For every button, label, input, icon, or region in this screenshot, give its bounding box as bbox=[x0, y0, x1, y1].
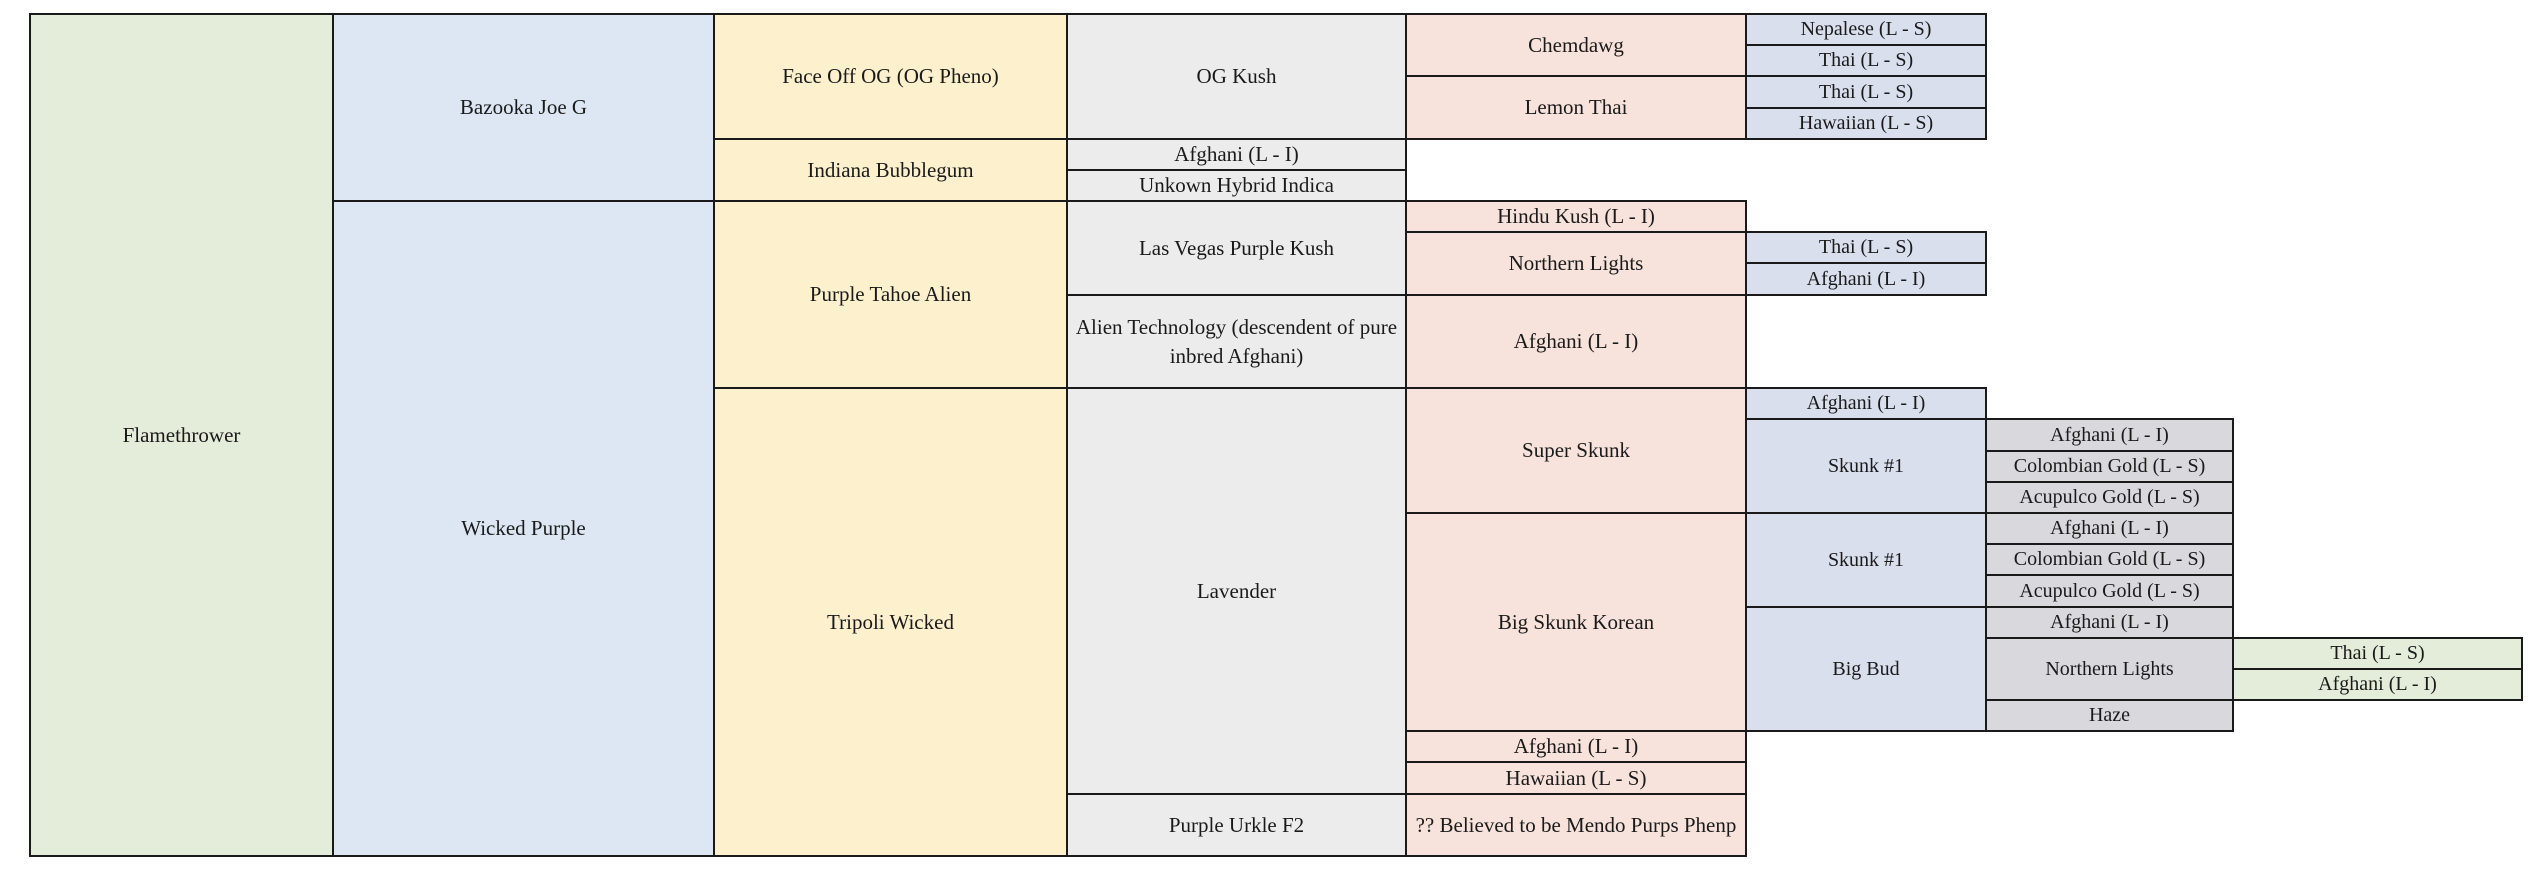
cell-label: OG Kush bbox=[1196, 64, 1277, 89]
gen4-cell bbox=[1066, 169, 1407, 202]
cell-label: Northern Lights bbox=[1508, 251, 1644, 276]
gen3-cell bbox=[713, 138, 1068, 202]
cell-label: Chemdawg bbox=[1528, 32, 1624, 57]
gen5-cell bbox=[1405, 200, 1747, 233]
cell-label: Purple Urkle F2 bbox=[1168, 812, 1305, 837]
gen5-cell bbox=[1405, 75, 1747, 140]
cell-label: Thai (L - S) bbox=[2330, 642, 2425, 664]
cell-label: Colombian Gold (L - S) bbox=[2013, 455, 2206, 477]
gen6-cell bbox=[1745, 13, 1987, 46]
gen7-cell bbox=[1985, 637, 2234, 701]
cell-label: Big Skunk Korean bbox=[1497, 609, 1655, 634]
gen6-cell bbox=[1745, 262, 1987, 296]
gen7-cell bbox=[1985, 450, 2234, 483]
gen7-cell bbox=[1985, 543, 2234, 576]
gen6-cell bbox=[1745, 512, 1987, 608]
cell-label: Alien Technology (descendent of pure inbred Afghani) bbox=[1075, 315, 1398, 368]
gen5-cell bbox=[1405, 231, 1747, 296]
gen5-cell bbox=[1405, 761, 1747, 795]
cell-label: Las Vegas Purple Kush bbox=[1138, 235, 1334, 260]
cell-label: Thai (L - S) bbox=[1818, 236, 1914, 258]
gen4-cell bbox=[1066, 13, 1407, 140]
gen4-cell bbox=[1066, 793, 1407, 857]
cell-label: Afghani (L - I) bbox=[1806, 267, 1926, 290]
cell-label: Afghani (L - I) bbox=[2050, 611, 2169, 633]
cell-label: Afghani (L - I) bbox=[1806, 392, 1926, 414]
cell-label: Afghani (L - I) bbox=[1513, 734, 1639, 759]
cell-label: Afghani (L - I) bbox=[2050, 423, 2169, 446]
cell-label: Thai (L - S) bbox=[1818, 80, 1914, 103]
gen4-cell bbox=[1066, 200, 1407, 296]
gen3-cell bbox=[713, 387, 1068, 857]
gen3-cell bbox=[713, 200, 1068, 389]
gen6-cell bbox=[1745, 231, 1987, 264]
cell-label: Acupulco Gold (L - S) bbox=[2019, 579, 2200, 602]
parent-cell bbox=[332, 200, 715, 857]
cell-label: Afghani (L - I) bbox=[2318, 673, 2437, 695]
cell-label: Lavender bbox=[1196, 578, 1277, 603]
gen7-cell bbox=[1985, 481, 2234, 514]
cell-label: Colombian Gold (L - S) bbox=[2013, 548, 2206, 570]
cell-label: Indiana Bubblegum bbox=[807, 157, 974, 182]
cell-label: Super Skunk bbox=[1522, 438, 1630, 463]
cell-label: ?? Believed to be Mendo Purps Phenp bbox=[1415, 812, 1737, 837]
cell-label: Purple Tahoe Alien bbox=[809, 282, 972, 307]
gen5-cell bbox=[1405, 13, 1747, 77]
gen5-cell bbox=[1405, 512, 1747, 732]
cell-label: Hindu Kush (L - I) bbox=[1497, 204, 1655, 229]
gen6-cell bbox=[1745, 387, 1987, 420]
cell-label: Face Off OG (OG Pheno) bbox=[782, 64, 999, 89]
gen5-cell bbox=[1405, 294, 1747, 389]
gen3-cell bbox=[713, 13, 1068, 140]
cell-label: Northern Lights bbox=[2045, 657, 2174, 680]
cell-label: Skunk #1 bbox=[1827, 548, 1905, 571]
cell-label: Unkown Hybrid Indica bbox=[1139, 173, 1334, 198]
gen4-cell bbox=[1066, 294, 1407, 389]
cell-label: Acupulco Gold (L - S) bbox=[2019, 486, 2200, 508]
gen6-cell bbox=[1745, 418, 1987, 514]
cell-label: Skunk #1 bbox=[1827, 454, 1905, 477]
cell-label: Hawaiian (L - S) bbox=[1798, 112, 1934, 134]
cell-label: Afghani (L - I) bbox=[1513, 329, 1639, 354]
cell-label: Afghani (L - I) bbox=[2050, 517, 2169, 539]
gen6-cell bbox=[1745, 107, 1987, 140]
gen7-cell bbox=[1985, 699, 2234, 732]
cell-label: Thai (L - S) bbox=[1818, 49, 1914, 71]
cell-label: Nepalese (L - S) bbox=[1800, 18, 1932, 40]
cell-label: Bazooka Joe G bbox=[459, 95, 588, 120]
gen6-cell bbox=[1745, 44, 1987, 77]
gen7-cell bbox=[1985, 418, 2234, 452]
gen8-cell bbox=[2232, 668, 2523, 701]
cell-label: Tripoli Wicked bbox=[827, 609, 954, 634]
cell-label: Wicked Purple bbox=[461, 516, 586, 541]
gen5-cell bbox=[1405, 793, 1747, 857]
gen7-cell bbox=[1985, 512, 2234, 545]
cell-label: Hawaiian (L - S) bbox=[1505, 765, 1647, 790]
cell-label: Afghani (L - I) bbox=[1174, 142, 1299, 167]
parent-cell bbox=[332, 13, 715, 202]
gen8-cell bbox=[2232, 637, 2523, 670]
gen6-cell bbox=[1745, 75, 1987, 109]
cell-label: Lemon Thai bbox=[1524, 95, 1628, 120]
gen5-cell bbox=[1405, 387, 1747, 514]
gen5-cell bbox=[1405, 730, 1747, 763]
gen7-cell bbox=[1985, 574, 2234, 608]
gen4-cell bbox=[1066, 387, 1407, 795]
gen6-cell bbox=[1745, 606, 1987, 732]
root-cell bbox=[29, 13, 334, 857]
gen4-cell bbox=[1066, 138, 1407, 171]
cell-label: Haze bbox=[2088, 704, 2131, 726]
cell-label: Big Bud bbox=[1832, 657, 1900, 680]
cell-label: Flamethrower bbox=[122, 422, 241, 447]
gen7-cell bbox=[1985, 606, 2234, 639]
